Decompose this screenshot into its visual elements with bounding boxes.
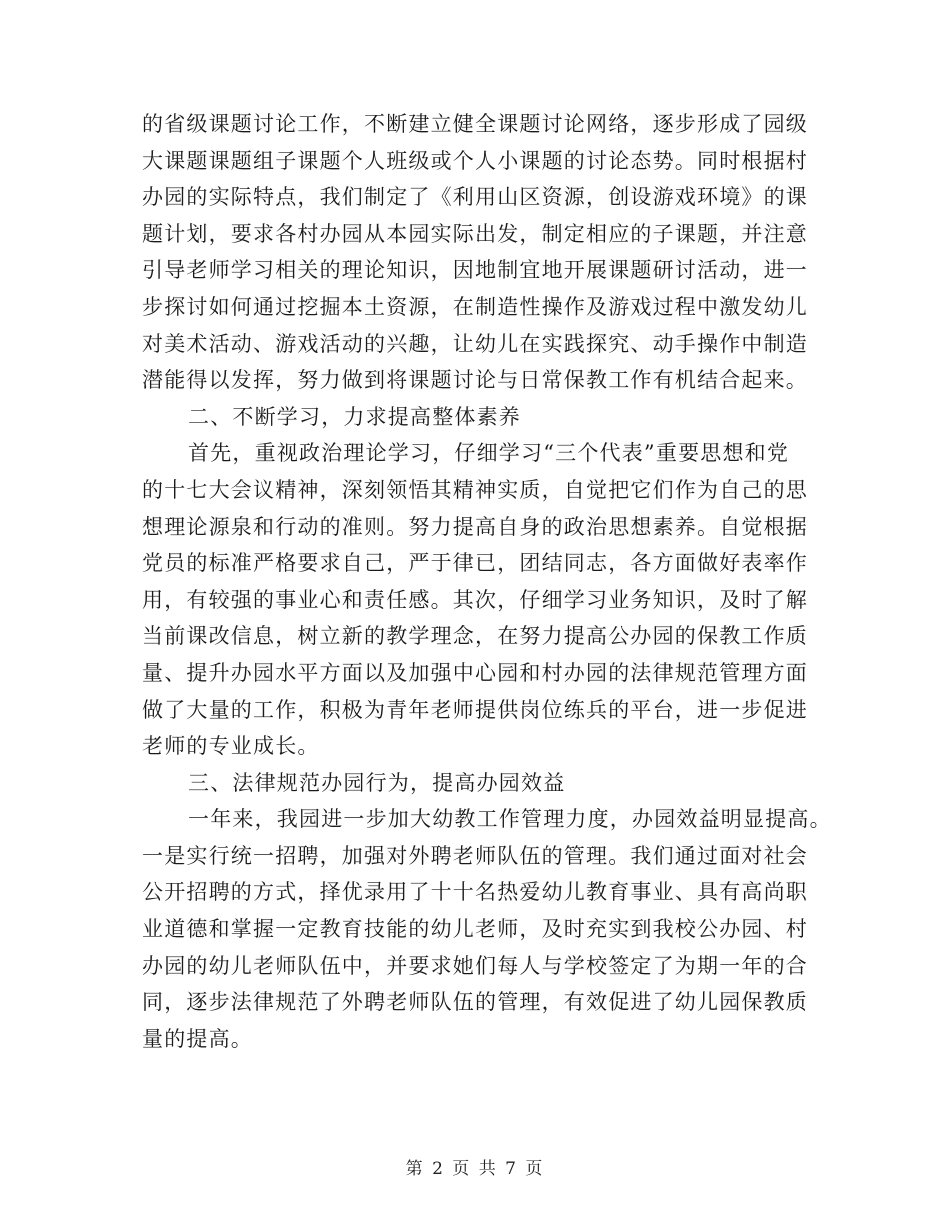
text-line: 潜能得以发挥，努力做到将课题讨论与日常保教工作有机结合起来。	[142, 368, 808, 393]
text-line: 三、法律规范办园行为，提高办园效益	[188, 770, 566, 795]
text-line: 党员的标准严格要求自己，严于律已，团结同志，各方面做好表率作	[142, 551, 808, 576]
text-line: 题计划，要求各村办园从本园实际出发，制定相应的子课题，并注意	[142, 221, 808, 246]
paragraph	[142, 801, 832, 1057]
text-line: 对美术活动、游戏活动的兴趣，让幼儿在实践探究、动手操作中制造	[142, 331, 808, 356]
text-line: 老师的专业成长。	[142, 734, 320, 759]
text-line: 二、不断学习，力求提高整体素养	[188, 404, 521, 429]
text-line: 步探讨如何通过挖掘本土资源，在制造性操作及游戏过程中激发幼儿	[142, 294, 808, 319]
text-line: 首先，重视政治理论学习，仔细学习“三个代表”重要思想和党	[188, 441, 790, 466]
text-line: 业道德和掌握一定教育技能的幼儿老师，及时充实到我校公办园、村	[142, 917, 808, 942]
text-line: 做了大量的工作，积极为青年老师提供岗位练兵的平台，进一步促进	[142, 697, 808, 722]
page-number-footer: 第 2 页 共 7 页	[405, 1159, 545, 1179]
text-line: 同，逐步法律规范了外聘老师队伍的管理，有效促进了幼儿园保教质	[142, 990, 808, 1015]
text-line: 量、提升办园水平方面以及加强中心园和村办园的法律规范管理方面	[142, 660, 808, 685]
paragraph	[142, 435, 810, 764]
text-line: 当前课改信息，树立新的教学理念，在努力提高公办园的保教工作质	[142, 624, 808, 649]
text-line: 的十七大会议精神，深刻领悟其精神实质，自觉把它们作为自己的思	[142, 477, 808, 502]
text-line: 办园的实际特点，我们制定了《利用山区资源，创设游戏环境》的课	[142, 185, 808, 210]
document-body	[142, 106, 832, 1057]
text-line: 一年来，我园进一步加大幼教工作管理力度，办园效益明显提高。	[188, 807, 832, 832]
paragraph	[142, 106, 810, 399]
text-line: 办园的幼儿老师队伍中，并要求她们每人与学校签定了为期一年的合	[142, 953, 808, 978]
text-line: 一是实行统一招聘，加强对外聘老师队伍的管理。我们通过面对社会	[142, 843, 808, 868]
text-line: 用，有较强的事业心和责任感。其次，仔细学习业务知识，及时了解	[142, 587, 808, 612]
text-line: 的省级课题讨论工作，不断建立健全课题讨论网络，逐步形成了园级	[142, 112, 808, 136]
text-line: 大课题课题组子课题个人班级或个人小课题的讨论态势。同时根据村	[142, 148, 808, 173]
text-line: 公开招聘的方式，择优录用了十十名热爱幼儿教育事业、具有高尚职	[142, 880, 808, 905]
text-line: 引导老师学习相关的理论知识，因地制宜地开展课题研讨活动，进一	[142, 258, 808, 283]
paragraph	[142, 399, 810, 436]
paragraph	[142, 765, 810, 802]
text-line: 想理论源泉和行动的准则。努力提高自身的政治思想素养。自觉根据	[142, 514, 808, 539]
text-line: 量的提高。	[142, 1026, 253, 1051]
